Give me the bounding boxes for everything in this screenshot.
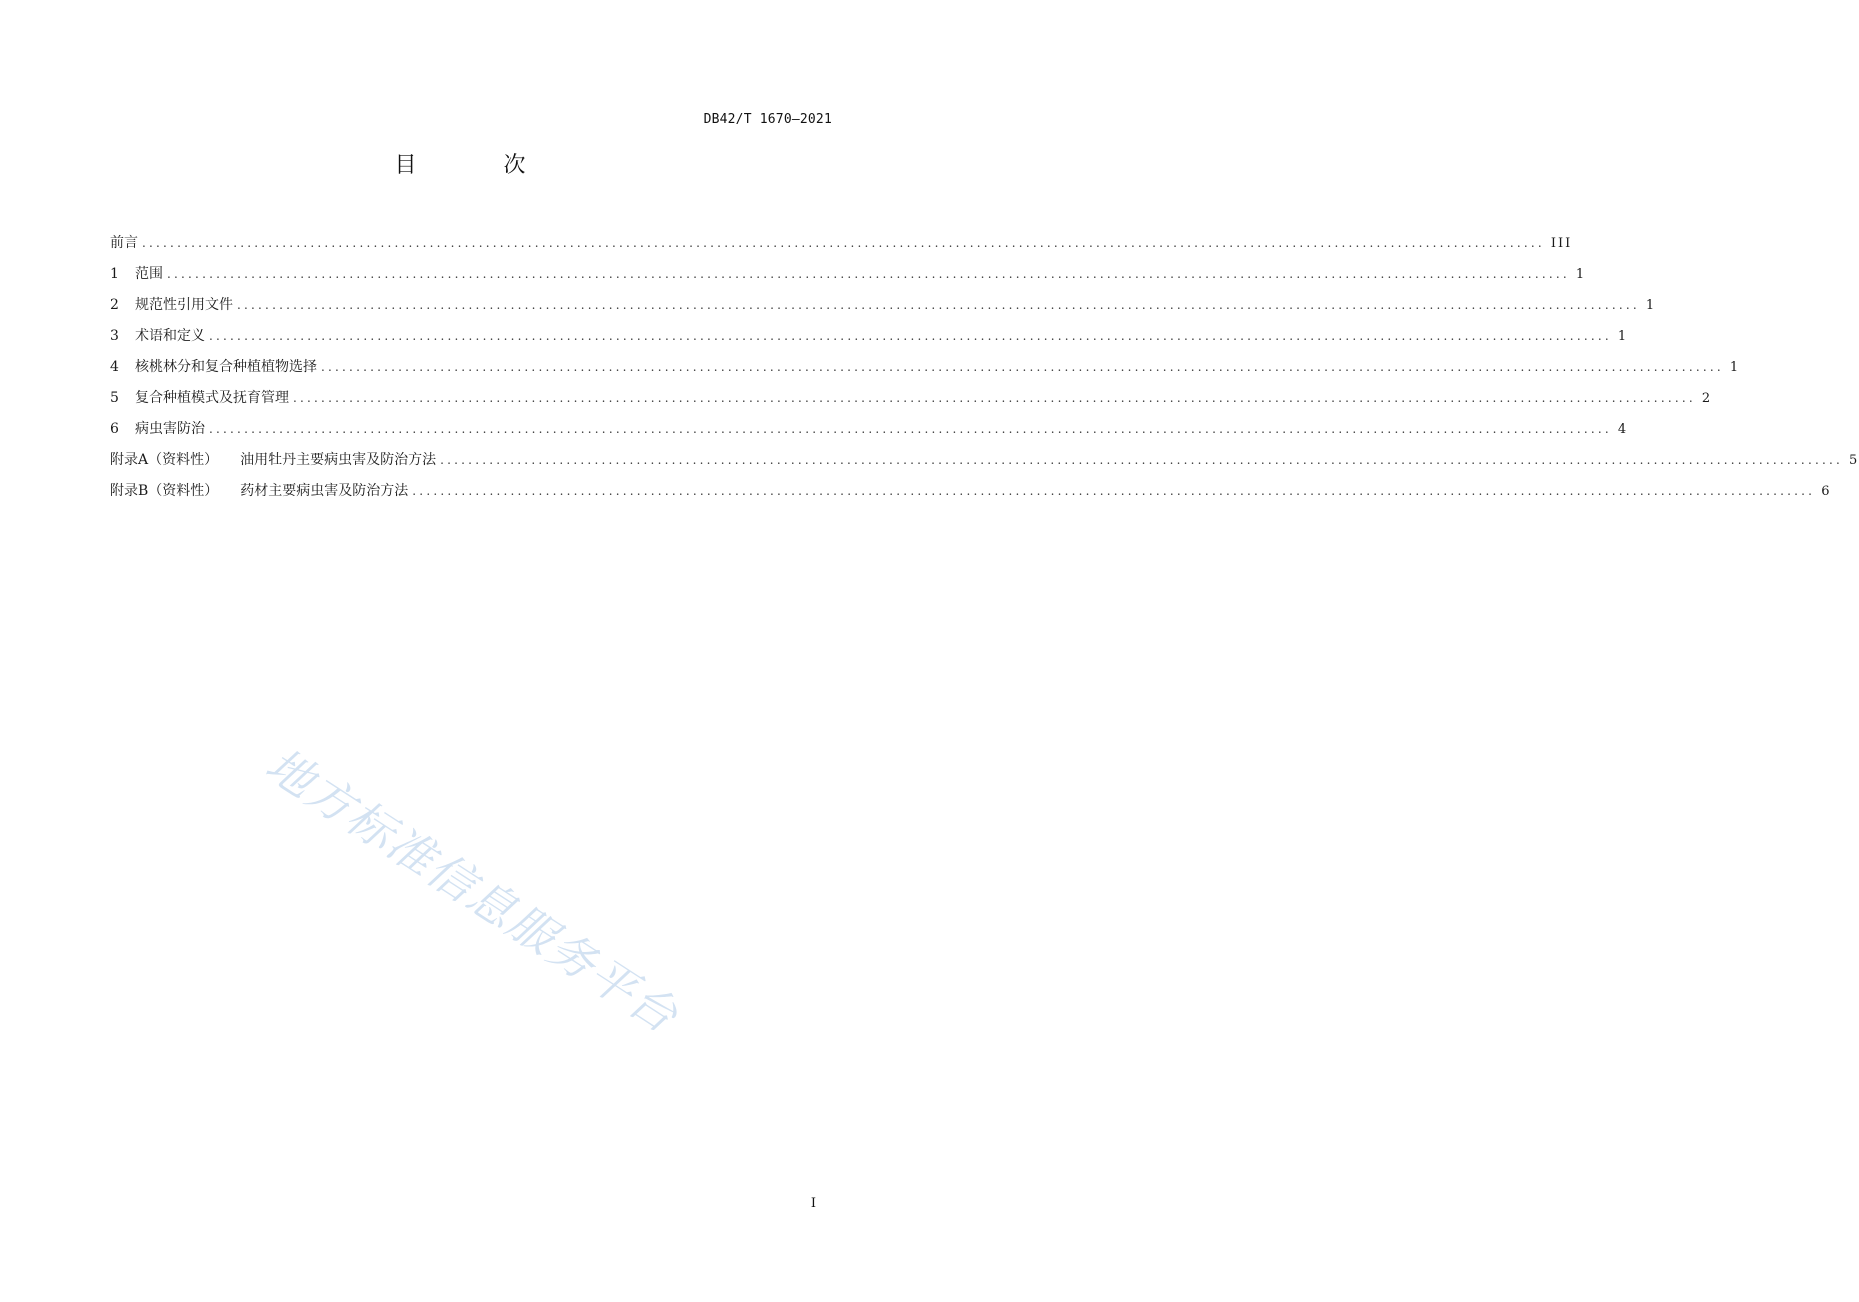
- toc-entry-page: 1: [1729, 360, 1741, 375]
- toc-entry-label: [110, 480, 408, 502]
- toc-entry-title: 规范性引用文件: [135, 297, 233, 313]
- toc-entry-title: 术语和定义: [135, 328, 205, 344]
- toc-entry-page: III: [1550, 236, 1573, 251]
- toc-entry-label: [110, 232, 138, 254]
- toc-entry-appendix-b[interactable]: [110, 480, 1832, 511]
- toc-entry-page: 2: [1701, 391, 1713, 406]
- toc-entry-number: 1: [110, 266, 119, 282]
- toc-entry-page: 1: [1645, 298, 1657, 313]
- dot-leader: ........................................................................................................................................................................................................: [142, 236, 1545, 250]
- toc-entry-number: 5: [110, 390, 119, 406]
- toc-entry-label: [110, 449, 436, 471]
- toc-entry-page: 6: [1821, 484, 1832, 499]
- toc-entry-title: 核桃林分和复合种植植物选择: [135, 359, 317, 375]
- toc-entry-normative-references[interactable]: [110, 294, 1657, 325]
- toc-entry-label: [110, 356, 317, 378]
- toc-entry-label: [110, 418, 205, 440]
- watermark: 地方标准信息服务平台: [256, 737, 689, 1044]
- toc-entry-pest-control[interactable]: [110, 418, 1629, 449]
- table-of-contents: [110, 232, 1859, 511]
- dot-leader: ........................................................................................................................................................................................................: [167, 267, 1570, 281]
- toc-entry-page: 4: [1617, 422, 1629, 437]
- toc-entry-terms-definitions[interactable]: [110, 325, 1629, 356]
- standard-code: DB42/T 1670—2021: [703, 112, 832, 127]
- dot-leader: ........................................................................................................................................................................................................: [321, 360, 1724, 374]
- dot-leader: ........................................................................................................................................................................................................: [209, 422, 1612, 436]
- dot-leader: ........................................................................................................................................................................................................: [293, 391, 1696, 405]
- dot-leader: ........................................................................................................................................................................................................: [440, 453, 1844, 467]
- toc-entry-label: [110, 294, 233, 316]
- toc-entry-planting-management[interactable]: [110, 387, 1713, 418]
- dot-leader: ........................................................................................................................................................................................................: [209, 329, 1612, 343]
- dot-leader: ........................................................................................................................................................................................................: [237, 298, 1640, 312]
- toc-entry-page: 1: [1575, 267, 1587, 282]
- toc-entry-page: 1: [1617, 329, 1629, 344]
- toc-entry-title: 药材主要病虫害及防治方法: [240, 483, 409, 499]
- toc-entry-label: [110, 387, 289, 409]
- toc-entry-plant-selection[interactable]: [110, 356, 1741, 387]
- toc-entry-preface[interactable]: [110, 232, 1573, 263]
- toc-entry-number: 3: [110, 328, 119, 344]
- toc-entry-label: [110, 263, 163, 285]
- toc-entry-scope[interactable]: [110, 263, 1587, 294]
- toc-entry-title: 油用牡丹主要病虫害及防治方法: [240, 452, 437, 468]
- dot-leader: ........................................................................................................................................................................................................: [412, 484, 1816, 498]
- toc-entry-page: 5: [1849, 453, 1859, 468]
- toc-entry-number: 4: [110, 359, 119, 375]
- toc-entry-title: 复合种植模式及抚育管理: [135, 390, 289, 406]
- toc-entry-number: 附录A（资料性）: [110, 452, 219, 468]
- page-number: I: [810, 1196, 816, 1211]
- toc-entry-appendix-a[interactable]: [110, 449, 1859, 480]
- page-title: 目 次: [394, 153, 566, 178]
- toc-entry-number: 附录B（资料性）: [110, 483, 219, 499]
- toc-entry-number: 2: [110, 297, 119, 313]
- toc-entry-title: 前言: [110, 235, 138, 251]
- toc-entry-title: 范围: [135, 266, 163, 282]
- toc-entry-label: [110, 325, 205, 347]
- toc-entry-number: 6: [110, 421, 119, 437]
- toc-entry-title: 病虫害防治: [135, 421, 205, 437]
